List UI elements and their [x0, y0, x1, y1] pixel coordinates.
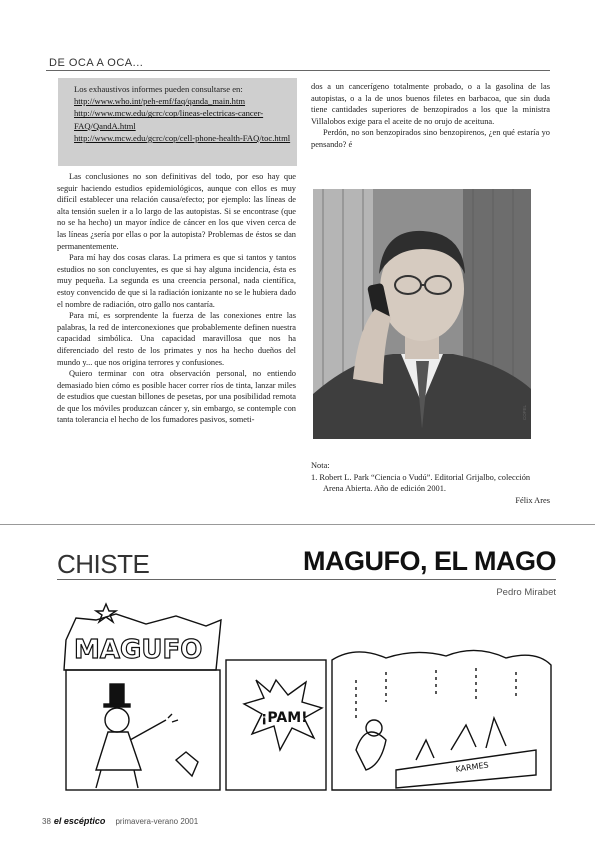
- comic-strip: [56, 600, 556, 800]
- comic-logo-text: MAGUFO: [74, 635, 203, 665]
- left-column: [57, 171, 296, 426]
- comic-sfx: ¡PAM!: [261, 710, 308, 726]
- paragraph: Para mí, es sorprendente la fuerza de las conexiones entre las palabras, la red de interconexiones que probablemente definen nuestra capacidad simbólica. Una capacidad maravillosa que nos ha diferenciado del resto de los primates y nos ha hecho dueños del mundo y... que nos origina terrores y confusiones.: [57, 311, 296, 367]
- paragraph: Quiero terminar con otra observación personal, no entiendo demasiado bien cómo es posible hacer correr ríos de tinta, lanzar miles de estudios que cuestan billones de pesetas, por una posibilidad remota de que los móviles produzcan cáncer y, sin embargo, se contemple con tanta tolerancia el hecho de los fumadores pasivos, someti-: [57, 369, 296, 425]
- header-rule: [46, 70, 550, 71]
- closing-sentence: Perdón, no son benzopirados sino benzopirenos, ¿en qué estaría yo pensando?: [311, 128, 550, 149]
- photo-credit: COFEL: [522, 404, 527, 420]
- magazine-brand: el escéptico: [53, 816, 106, 826]
- link-who[interactable]: http://www.who.int/peh-emf/faq/qanda_main.htm: [74, 96, 246, 107]
- footnote: [311, 460, 550, 506]
- paragraph: Para mí hay dos cosas claras. La primera es que si tantos y tantos estudios no son concluyentes, es que si hay alguna incidencia, ésta es muy pequeña. La segunda es una creencia personal, nada científica, estoy convencido de que si la radiación ionizante no se le hubiera dado el nombre de radiación, otro gallo nos cantaría.: [57, 253, 296, 309]
- article-author: Félix Ares: [515, 495, 550, 505]
- photo-illustration: [313, 189, 531, 439]
- link-mcw-lineas[interactable]: http://www.mcw.edu/gcrc/cop/lineas-electricas-cancer-FAQ/QandA.html: [74, 108, 264, 131]
- end-mark: é: [348, 139, 353, 149]
- issue-label: primavera-verano 2001: [115, 817, 199, 826]
- paragraph: dos a un cancerígeno totalmente probado, o a la gasolina de las autopistas, o a la de unos buenos filetes en barbacoa, que sin duda tiene cantidades superiores de benzopirados a los que la ministra Villalobos exige para el aceite de no orujo de aceituna.: [311, 82, 550, 126]
- comic-drawing: [56, 600, 556, 800]
- paragraph: Las conclusiones no son definitivas del todo, por eso hay que seguir haciendo estudios epidemiológicos, aunque con ellos es muy difícil establecer una relación causa/efecto; por ejemplo: las líneas de alta tensión suelen ir a lo largo de las autopistas. Si se encontrase (que no se ha hecho) un mayor índice de cáncer en los que viven cerca de las líneas ¿sería por ellas o por la autopista? Problemas de éstos se dan permanentemente.: [57, 172, 296, 251]
- paragraph: [311, 127, 550, 150]
- comic-title-rule: [57, 579, 556, 580]
- comic-title: MAGUFO, EL MAGO: [303, 546, 556, 576]
- comic-sign: KARMES: [455, 760, 490, 774]
- section-divider: [0, 524, 595, 525]
- man-on-phone-photo: [313, 189, 531, 439]
- comic-author: Pedro Mirabet: [496, 587, 556, 598]
- links-intro: Los exhaustivos informes pueden consultarse en:: [74, 84, 243, 94]
- links-box-text: [62, 83, 294, 144]
- note-item: 1. Robert L. Park “Ciencia o Vudú”. Editorial Grijalbo, colección Arena Abierta. Año de edición 2001.: [311, 472, 531, 494]
- note-label: Nota:: [311, 461, 330, 470]
- section-label: CHISTE: [57, 549, 150, 579]
- section-title: DE OCA A OCA...: [49, 57, 144, 69]
- page-number: 38: [42, 817, 51, 826]
- link-mcw-phone[interactable]: http://www.mcw.edu/gcrc/cop/cell-phone-health-FAQ/toc.html: [74, 132, 291, 143]
- page-footer: [42, 816, 198, 826]
- right-column: [311, 81, 550, 151]
